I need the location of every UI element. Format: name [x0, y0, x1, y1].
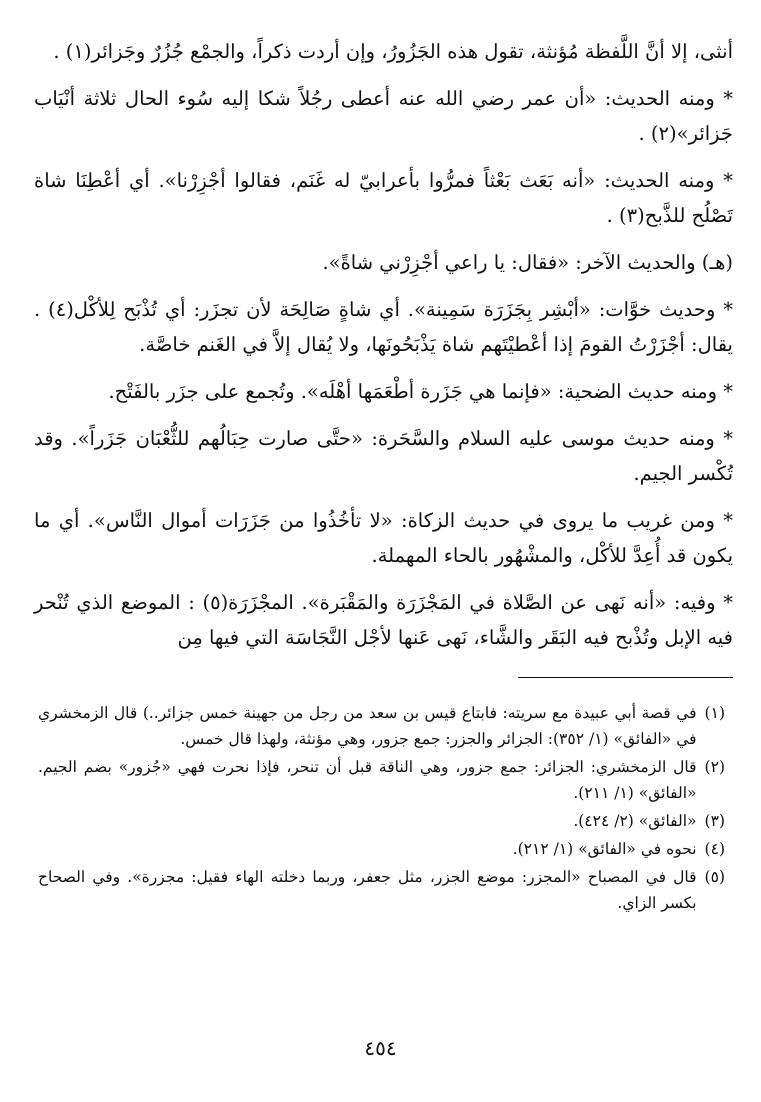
footnote-text: نحوه في «الفائق» (١/ ٢١٢).	[512, 840, 697, 858]
footnote-number: (٥)	[704, 868, 725, 886]
paragraph: * ومنه الحديث: «أن عمر رضي الله عنه أعطى رجُلاً شكا إليه سُوء الحال ثلاثة أنْيَاب جَزائر»(٢) .	[27, 87, 734, 145]
paragraph: * وفيه: «أنه نَهى عن الصَّلاة في المَجْزَرَة والمَقْبَرة». المجْزَرَة(٥) : الموضع الذي تُنْحر فيه الإبل وتُذْبح فيه البَقَر والشَّاء، نَهى عَنها لأجْل النَّجَاسَة التي فيها مِن	[27, 591, 733, 649]
footnote-text: قال في المصباح «المجزر: موضع الجزر، مثل جعفر، وربما دخلته الهاء فقيل: مجزرة». وفي الصحاح بكسر الزاي.	[38, 868, 697, 912]
footnote-divider	[518, 677, 733, 678]
paragraph: * ومنه حديث الضحية: «فإنما هي جَزَرة أطْعَمَها أهْلَه». وتُجمع على جزَر بالفَتْح.	[108, 380, 733, 403]
paragraph: أنثى، إلا أنَّ اللَّفظة مُؤنثة، تقول هذه الجَزُورُ، وإن أردت ذكراً، والجمْع جُزُرٌ وجَزائر(١) .	[53, 40, 733, 63]
paragraph: * وحديث خوَّات: «أبْشِر بِجَزَرَة سَمِينة». أي شاةٍ صَالِحَة لأن تجزَر: أي تُذْبَح لِلأكْل(٤) . يقال: أجْزَرْتُ القومَ إذا أعْطيْتَهم شاة يَذْبَحُونَها، ولا يُقال إلاَّ في الغَنم خاصَّة.	[27, 298, 733, 356]
main-text	[27, 34, 734, 655]
footnote-text: قال الزمخشري: الجزائر: جمع جزور، وهي الناقة قبل أن تنحر، فإذا نحرت فهي «جُزور» بضم الجيم. «الفائق» (١/ ٢١١).	[38, 758, 697, 802]
footnote	[38, 700, 725, 752]
footnote-number: (٤)	[704, 840, 725, 858]
footnote-number: (٢)	[704, 758, 725, 776]
footnote	[38, 754, 725, 806]
footnote	[38, 836, 725, 862]
footnote-number: (١)	[704, 704, 725, 722]
footnote	[38, 864, 725, 916]
footnote-text: «الفائق» (٢/ ٤٢٤).	[573, 812, 697, 830]
paragraph: (هـ) والحديث الآخر: «فقال: يا راعي أجْزِرْني شاةً».	[322, 251, 733, 274]
paragraph: * ومن غريب ما يروى في حديث الزكاة: «لا تأخُذُوا من جَزَرَات أموال النَّاس». أي ما يكون قد أُعِدَّ للأكْل، والمشْهُور بالحاء المهملة.	[27, 509, 733, 567]
footnote	[38, 808, 725, 834]
footnote-number: (٣)	[704, 812, 725, 830]
paragraph: * ومنه الحديث: «أنه بَعَث بَعْثاً فمرُّوا بأعرابيّ له غَنَم، فقالوا أجْزِرْنا». أي أعْطِنَا شاة تَصْلُح للذَّبح(٣) .	[27, 169, 733, 227]
footnotes	[34, 700, 733, 916]
page-number: ٤٥٤	[364, 1036, 397, 1060]
footnote-text: في قصة أبي عبيدة مع سريته: فابتاع قيس بن سعد من رجل من جهينة خمس جزائر..) قال الزمخشري في «الفائق» (١/ ٣٥٢): الجزائر والجزر: جمع جزور، وهي مؤنثة، ولهذا قال خمس.	[38, 704, 697, 748]
paragraph: * ومنه حديث موسى عليه السلام والسَّحَرة: «حتَّى صارت حِبَالُهم للثُّعْبَان جَزَراً». وقد تُكْسر الجيم.	[27, 427, 733, 485]
